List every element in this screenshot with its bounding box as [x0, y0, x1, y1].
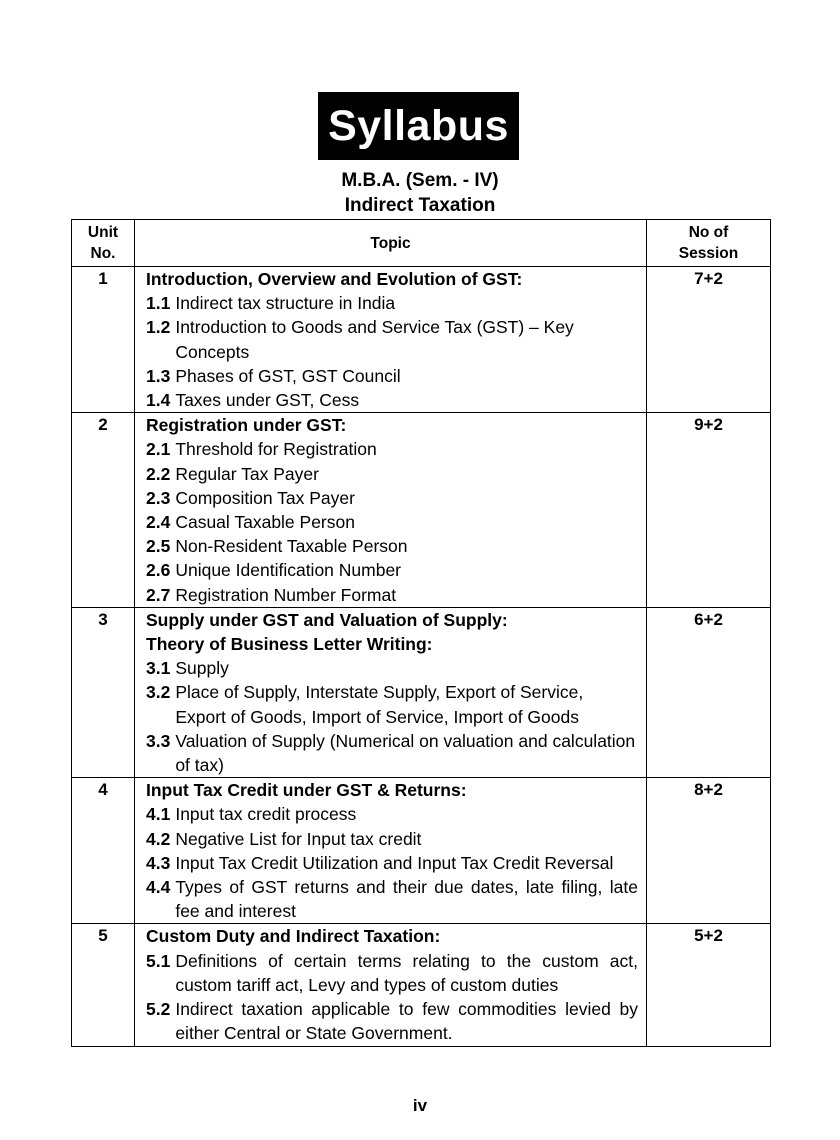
unit-number: 2	[72, 413, 135, 608]
topic-column-header: Topic	[135, 220, 647, 267]
session-count: 9+2	[647, 413, 771, 608]
topic-item-number: 2.2	[146, 463, 171, 484]
unit-number: 3	[72, 607, 135, 777]
page-title: Syllabus	[318, 92, 519, 160]
topic-item	[146, 534, 638, 558]
unit-topic-cell	[135, 413, 647, 608]
topic-item	[146, 462, 638, 486]
unit-topic-cell	[135, 924, 647, 1046]
topic-item-text: Introduction to Goods and Service Tax (GST) – Key Concepts	[175, 317, 574, 362]
topic-item-number: 4.2	[146, 828, 171, 849]
unit-heading: Registration under GST:	[146, 415, 347, 436]
topic-item	[146, 291, 638, 315]
topic-item-text: Registration Number Format	[175, 584, 397, 605]
topic-item	[146, 851, 638, 875]
topic-item-number: 5.1	[146, 950, 171, 971]
topic-item-number: 3.3	[146, 730, 171, 751]
topic-item	[146, 510, 638, 534]
topic-item-number: 4.1	[146, 804, 171, 825]
unit-row-3	[72, 607, 771, 777]
topic-item-text: Indirect taxation applicable to few commodities levied by either Central or State Government.	[175, 999, 638, 1044]
topic-item	[146, 827, 638, 851]
topic-item-number: 2.4	[146, 512, 171, 533]
topic-item-text: Definitions of certain terms relating to the custom act, custom tariff act, Levy and types of custom duties	[175, 950, 638, 995]
unit-heading: Input Tax Credit under GST & Returns:	[146, 780, 467, 801]
session-column-header	[647, 220, 771, 267]
topic-item-text: Supply	[175, 658, 229, 679]
unit-header-line2: No.	[90, 245, 116, 262]
syllabus-table	[71, 219, 771, 1047]
unit-column-header	[72, 220, 135, 267]
session-count: 6+2	[647, 607, 771, 777]
session-count: 8+2	[647, 778, 771, 924]
unit-number: 1	[72, 267, 135, 413]
unit-number: 4	[72, 778, 135, 924]
topic-item	[146, 486, 638, 510]
topic-item-number: 2.6	[146, 560, 171, 581]
unit-topic-cell	[135, 267, 647, 413]
topic-item-number: 4.3	[146, 852, 171, 873]
topic-item	[146, 388, 638, 412]
table-header-row	[72, 220, 771, 267]
topic-item-text: Phases of GST, GST Council	[175, 365, 401, 386]
topic-item-number: 1.1	[146, 293, 171, 314]
topic-item-text: Negative List for Input tax credit	[175, 828, 422, 849]
topic-item	[146, 656, 638, 680]
unit-row-4	[72, 778, 771, 924]
unit-row-1	[72, 267, 771, 413]
topic-item	[146, 680, 638, 728]
unit-row-5	[72, 924, 771, 1046]
topic-item-number: 4.4	[146, 877, 171, 898]
topic-item	[146, 802, 638, 826]
topic-item	[146, 583, 638, 607]
topic-item-number: 3.1	[146, 658, 171, 679]
topic-item-text: Input Tax Credit Utilization and Input Tax Credit Reversal	[175, 852, 614, 873]
topic-item-text: Non-Resident Taxable Person	[175, 536, 408, 557]
topic-item-number: 2.3	[146, 487, 171, 508]
unit-heading: Custom Duty and Indirect Taxation:	[146, 926, 441, 947]
topic-item	[146, 729, 638, 777]
topic-item-text: Taxes under GST, Cess	[175, 390, 360, 411]
unit-number: 5	[72, 924, 135, 1046]
session-header-line1: No of	[688, 224, 729, 241]
unit-topic-cell	[135, 778, 647, 924]
unit-heading: Introduction, Overview and Evolution of GST:	[146, 269, 523, 289]
topic-item-number: 3.2	[146, 682, 171, 703]
topic-item-number: 1.2	[146, 317, 171, 338]
session-count: 7+2	[647, 267, 771, 413]
topic-item-text: Casual Taxable Person	[175, 512, 355, 533]
topic-item-number: 2.7	[146, 584, 171, 605]
topic-item-text: Input tax credit process	[175, 804, 357, 825]
session-header-line2: Session	[678, 245, 739, 262]
subject-name: Indirect Taxation	[344, 195, 496, 216]
topic-item-text: Valuation of Supply (Numerical on valuation and calculation of tax)	[175, 730, 636, 776]
unit-heading: Supply under GST and Valuation of Supply:	[146, 609, 508, 630]
topic-item-number: 2.1	[146, 439, 171, 460]
topic-item-number: 1.4	[146, 390, 171, 411]
topic-item-text: Threshold for Registration	[175, 439, 377, 460]
topic-item-number: 5.2	[146, 999, 171, 1020]
unit-header-line1: Unit	[87, 224, 119, 241]
unit-row-2	[72, 413, 771, 608]
topic-item	[146, 949, 638, 997]
topic-item	[146, 875, 638, 923]
topic-item-text: Types of GST returns and their due dates, late filing, late fee and interest	[175, 877, 638, 922]
topic-item	[146, 558, 638, 582]
topic-item	[146, 997, 638, 1045]
topic-item	[146, 315, 638, 363]
session-count: 5+2	[647, 924, 771, 1046]
topic-item	[146, 364, 638, 388]
topic-item-text: Regular Tax Payer	[175, 463, 319, 484]
topic-item-text: Place of Supply, Interstate Supply, Export of Service, Export of Goods, Import of Service, Import of Goods	[175, 682, 584, 727]
topic-item-text: Composition Tax Payer	[175, 487, 355, 508]
topic-item-text: Indirect tax structure in India	[175, 293, 396, 314]
topic-item-number: 2.5	[146, 536, 171, 557]
topic-item-text: Unique Identification Number	[175, 560, 402, 581]
unit-heading: Theory of Business Letter Writing:	[146, 634, 433, 655]
page-number: iv	[412, 1096, 428, 1115]
unit-topic-cell	[135, 607, 647, 777]
program-name: M.B.A. (Sem. - IV)	[341, 170, 499, 191]
topic-item-number: 1.3	[146, 365, 171, 386]
topic-item	[146, 437, 638, 461]
